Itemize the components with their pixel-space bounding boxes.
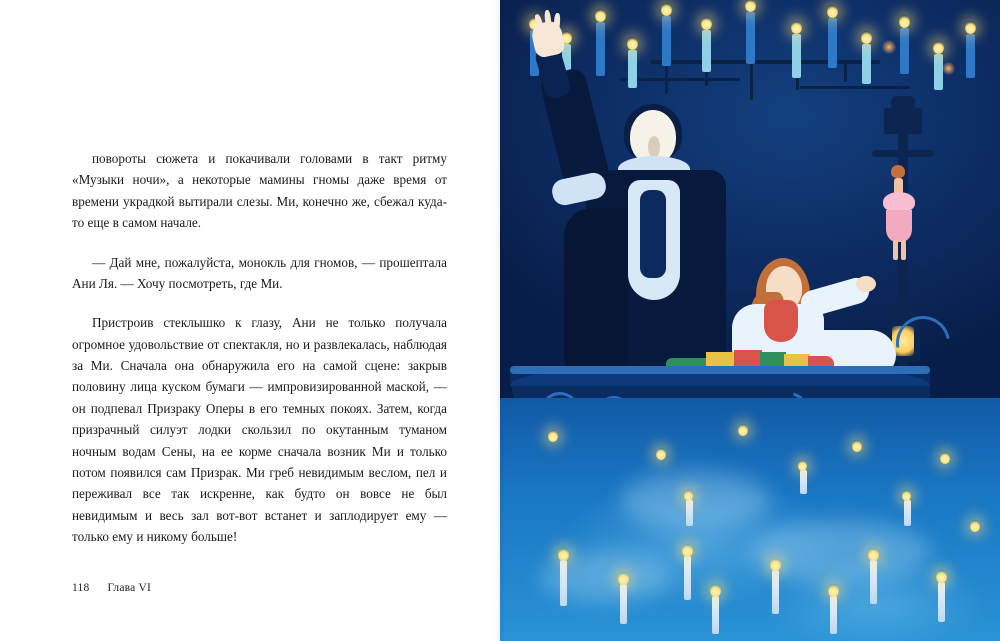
- paragraph-2: — Дай мне, пожалуйста, монокль для гномов, — прошептала Ани Ля. — Хочу посмотреть, где Ми.: [72, 254, 447, 291]
- mask-mouth: [648, 136, 660, 158]
- chapter-label: Глава VI: [107, 582, 152, 594]
- body-text: [72, 148, 447, 565]
- boat-rail: [510, 366, 930, 374]
- mist-icon: [620, 470, 770, 530]
- paragraph-1: повороты сюжета и покачивали головами в такт ритму «Музыки ночи», а некоторые мамины гномы даже время от времени украдкой вытирали слезы. Ми, конечно же, сбежал куда-то еще в самом начале.: [72, 151, 447, 231]
- page-footer: [72, 582, 151, 594]
- paragraph-3: Пристроив стеклышко к глазу, Ани не только получала огромное удовольствие от спектакля, но и развлекалась, наблюдая за Ми. Сначала она обнаружила его на самой сцене: закрыв половину лица куском бумаги — импровизированной маской, — он подпевал Призраку Оперы в его темных покоях. Затем, когда призрачный силуэт лодки скользил по окутанным туманом ночным водам Сены, на ее корме сначала возник Ми и только потом появился сам Призрак. Ми греб невидимым веслом, пел и переживал все так искренне, как будто он вовсе не был невидимым и весь зал вот-вот встанет и заплодирует ему — только ему и никому больше!: [72, 315, 447, 544]
- woman-hand: [856, 276, 876, 292]
- phantom-vest: [640, 190, 666, 278]
- illustration: [500, 0, 1000, 641]
- woman-bodice: [764, 300, 798, 342]
- right-illustration-page: [500, 0, 1000, 641]
- page-number: 118: [72, 582, 90, 594]
